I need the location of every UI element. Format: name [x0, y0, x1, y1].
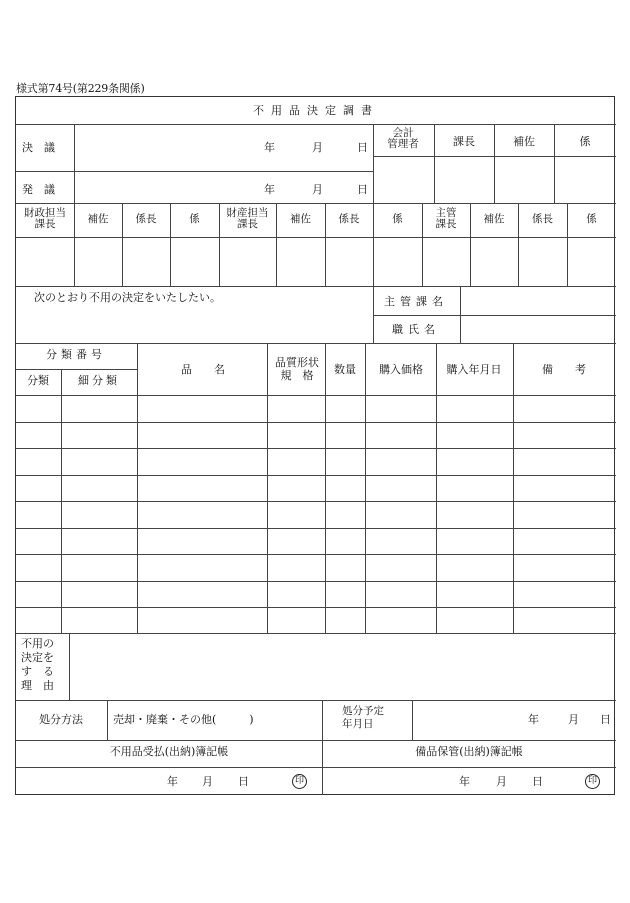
approval-row2-header: 係	[586, 213, 597, 225]
ledger-right-label: 備品保管(出納)簿記帳	[415, 745, 523, 758]
approval-row2-header: 係長	[532, 213, 553, 225]
bunrui-header: 分類	[27, 374, 49, 387]
ledger-left-day: 日	[238, 775, 249, 788]
hosa-header: 補佐	[513, 135, 535, 148]
hinmei-header: 品 名	[181, 363, 225, 376]
statement-text: 次のとおり不用の決定をいたしたい。	[34, 291, 221, 304]
table-row[interactable]	[16, 554, 616, 580]
table-row[interactable]	[16, 607, 616, 633]
reason-label: 不用の 決定を す る 理 由	[21, 637, 54, 692]
ketsugi-day: 日	[357, 141, 368, 154]
table-row[interactable]	[16, 475, 616, 501]
table-row[interactable]	[16, 448, 616, 474]
disposal-month: 月	[568, 713, 579, 726]
kaikei-kanrisha-header: 会計 管理者	[387, 127, 419, 150]
disposal-day: 日	[600, 713, 611, 726]
disposal-method-value: 売却・廃棄・その他( )	[113, 713, 254, 726]
ledger-left-label: 不用品受払(出納)簿記帳	[109, 745, 229, 758]
biko-header: 備 考	[542, 363, 586, 376]
ledger-right-day: 日	[532, 775, 543, 788]
ketsugi-month: 月	[312, 141, 323, 154]
table-row[interactable]	[16, 501, 616, 527]
table-row[interactable]	[16, 395, 616, 421]
approval-row2-header: 係長	[135, 213, 157, 225]
ledger-left-year: 年	[167, 775, 178, 788]
saibunrui-header: 細分類	[78, 374, 120, 387]
name-label: 職氏名	[392, 323, 440, 336]
disposal-plan-label: 処分予定 年月日	[342, 705, 384, 730]
disposal-method-label: 処分方法	[39, 713, 83, 726]
hatsugi-year: 年	[264, 183, 275, 196]
approval-row2-header: 係	[392, 213, 403, 225]
approval-row2-header: 係長	[338, 213, 360, 225]
konyu-nengappi-header: 購入年月日	[446, 363, 502, 376]
form-table	[15, 96, 615, 795]
approval-row2-header: 財産担当 課長	[226, 207, 269, 230]
table-row[interactable]	[16, 581, 616, 607]
ketsugi-year: 年	[264, 141, 275, 154]
hatsugi-label: 発 議	[22, 183, 55, 196]
bunrui-bango-header: 分類番号	[46, 348, 106, 361]
table-row[interactable]	[16, 528, 616, 554]
ledger-right-year: 年	[459, 775, 470, 788]
form-caption: 様式第74号(第229条関係)	[16, 82, 145, 95]
kakari-header: 係	[579, 135, 591, 148]
disposal-year: 年	[528, 713, 539, 726]
ketsugi-label: 決 議	[22, 141, 55, 154]
approval-row2-header: 補佐	[87, 213, 109, 225]
ledger-right-month: 月	[496, 775, 507, 788]
seal-mark-icon: 印	[585, 774, 600, 789]
hinshitsu-header: 品質形状 規 格	[275, 356, 319, 382]
approval-row2-header: 財政担当 課長	[24, 207, 66, 230]
konyu-kakaku-header: 購入価格	[379, 363, 423, 376]
approval-row2-header: 係	[189, 213, 200, 225]
hatsugi-month: 月	[312, 183, 323, 196]
approval-row2-header: 補佐	[483, 213, 505, 225]
ledger-left-month: 月	[202, 775, 213, 788]
table-row[interactable]	[16, 422, 616, 448]
form-title: 不用品決定調書	[253, 104, 379, 117]
kacho-header: 課長	[453, 135, 475, 148]
dept-label: 主管課名	[384, 295, 448, 308]
suryo-header: 数量	[334, 363, 356, 376]
hatsugi-day: 日	[357, 183, 368, 196]
approval-row2-header: 補佐	[290, 213, 311, 225]
approval-row2-header: 主管 課長	[435, 207, 457, 230]
seal-mark-icon: 印	[292, 774, 307, 789]
